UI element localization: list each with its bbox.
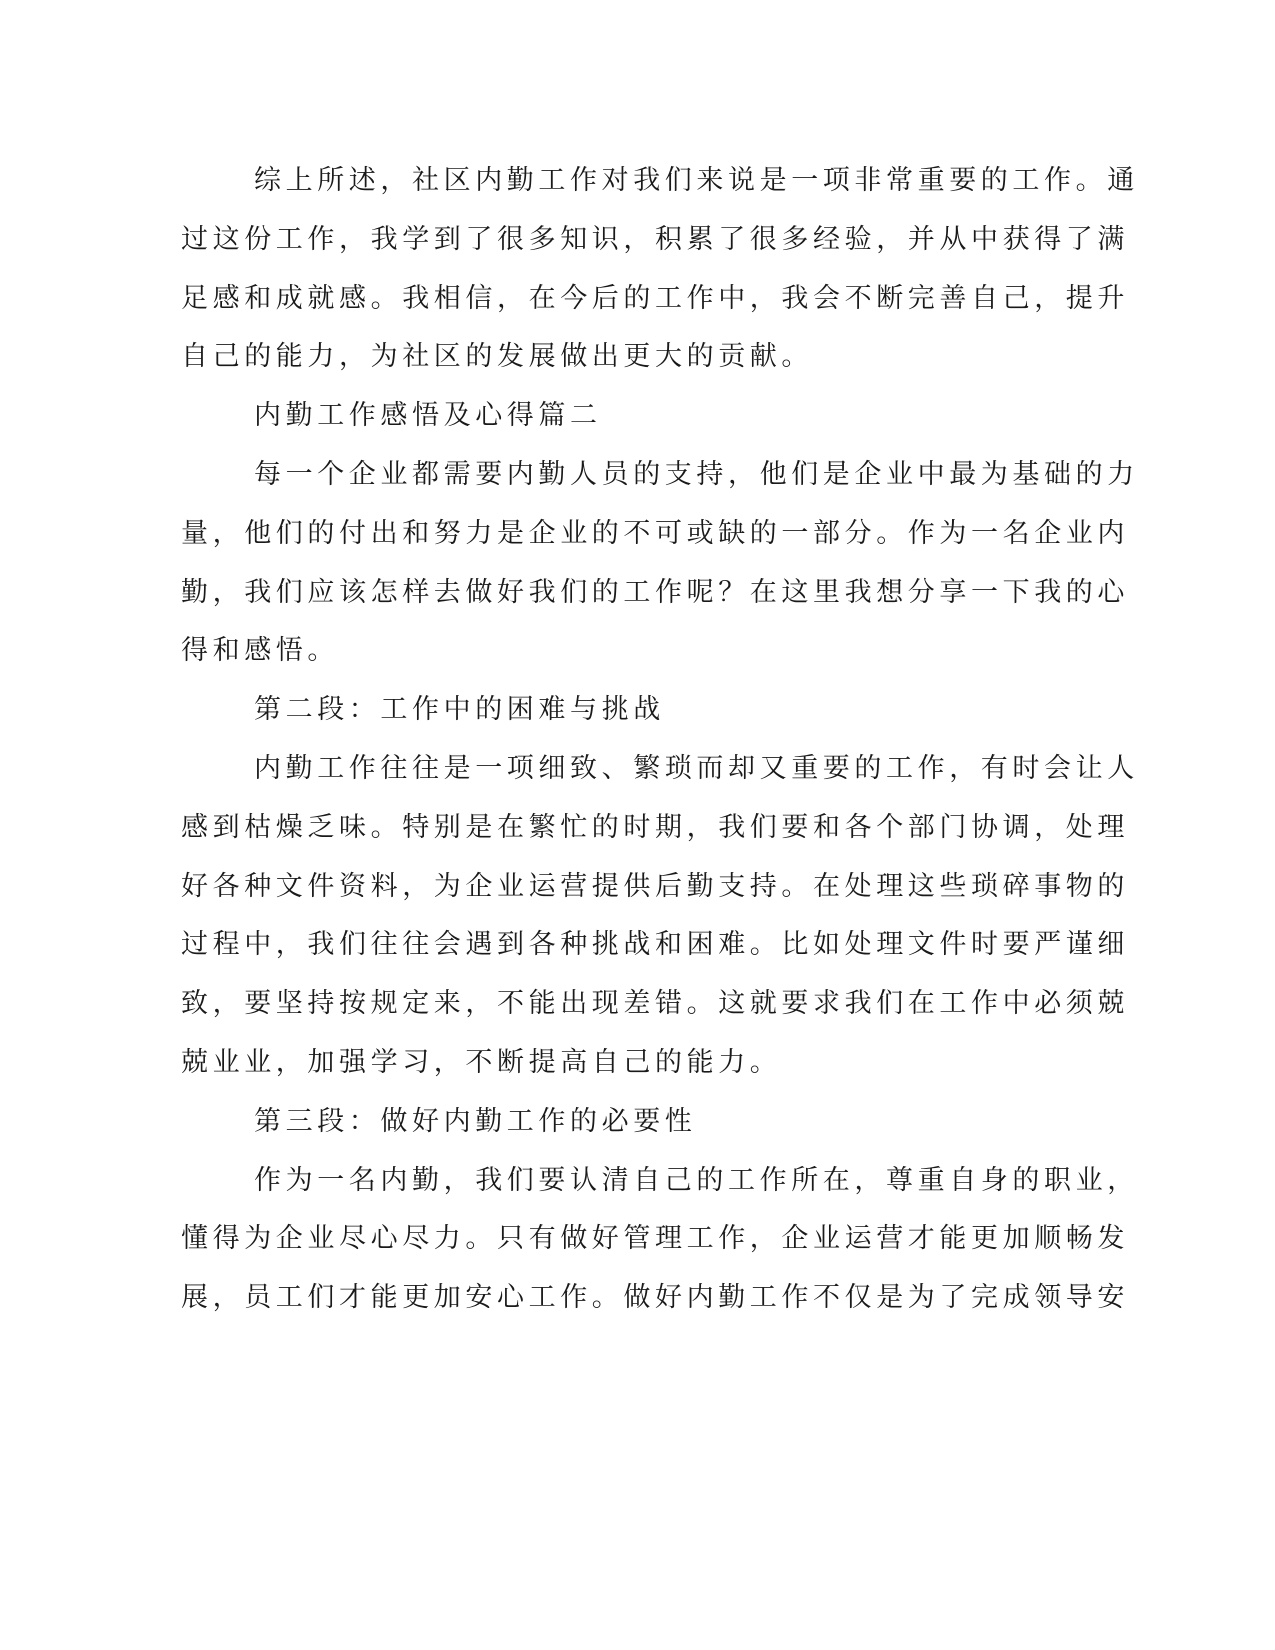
text-line: 得和感悟。 [181, 635, 339, 667]
text-line: 内勤工作往往是一项细致、繁琐而却又重要的工作，有时会让人 [254, 752, 1139, 784]
text-line: 过这份工作，我学到了很多知识，积累了很多经验，并从中获得了满 [181, 223, 1129, 255]
paragraph-difficulties [181, 740, 1139, 1093]
text-line: 展，员工们才能更加安心工作。做好内勤工作不仅是为了完成领导安 [181, 1282, 1129, 1314]
paragraph-intro [181, 446, 1139, 681]
document-body [181, 152, 1139, 1328]
text-line: 每一个企业都需要内勤人员的支持，他们是企业中最为基础的力 [254, 458, 1139, 490]
text-line: 致，要坚持按规定来，不能出现差错。这就要求我们在工作中必须兢 [181, 988, 1129, 1020]
section-heading: 第三段：做好内勤工作的必要性 [254, 1105, 697, 1137]
text-line: 自己的能力，为社区的发展做出更大的贡献。 [181, 341, 813, 373]
paragraph-summary [181, 152, 1139, 387]
section-heading: 第二段：工作中的困难与挑战 [254, 694, 665, 726]
text-line: 感到枯燥乏味。特别是在繁忙的时期，我们要和各个部门协调，处理 [181, 811, 1129, 843]
text-line: 量，他们的付出和努力是企业的不可或缺的一部分。作为一名企业内 [181, 517, 1129, 549]
text-line: 综上所述，社区内勤工作对我们来说是一项非常重要的工作。通 [254, 165, 1139, 196]
text-line: 足感和成就感。我相信，在今后的工作中，我会不断完善自己，提升 [181, 282, 1129, 314]
paragraph-necessity [181, 1152, 1139, 1328]
text-line: 兢业业，加强学习，不断提高自己的能力。 [181, 1046, 782, 1078]
text-line: 勤，我们应该怎样去做好我们的工作呢？在这里我想分享一下我的心 [181, 576, 1129, 608]
text-line: 懂得为企业尽心尽力。只有做好管理工作，企业运营才能更加顺畅发 [181, 1223, 1129, 1255]
section-heading: 内勤工作感悟及心得篇二 [254, 400, 602, 432]
text-line: 好各种文件资料，为企业运营提供后勤支持。在处理这些琐碎事物的 [181, 870, 1129, 902]
text-line: 过程中，我们往往会遇到各种挑战和困难。比如处理文件时要严谨细 [181, 929, 1129, 961]
text-line: 作为一名内勤，我们要认清自己的工作所在，尊重自身的职业， [254, 1164, 1139, 1196]
